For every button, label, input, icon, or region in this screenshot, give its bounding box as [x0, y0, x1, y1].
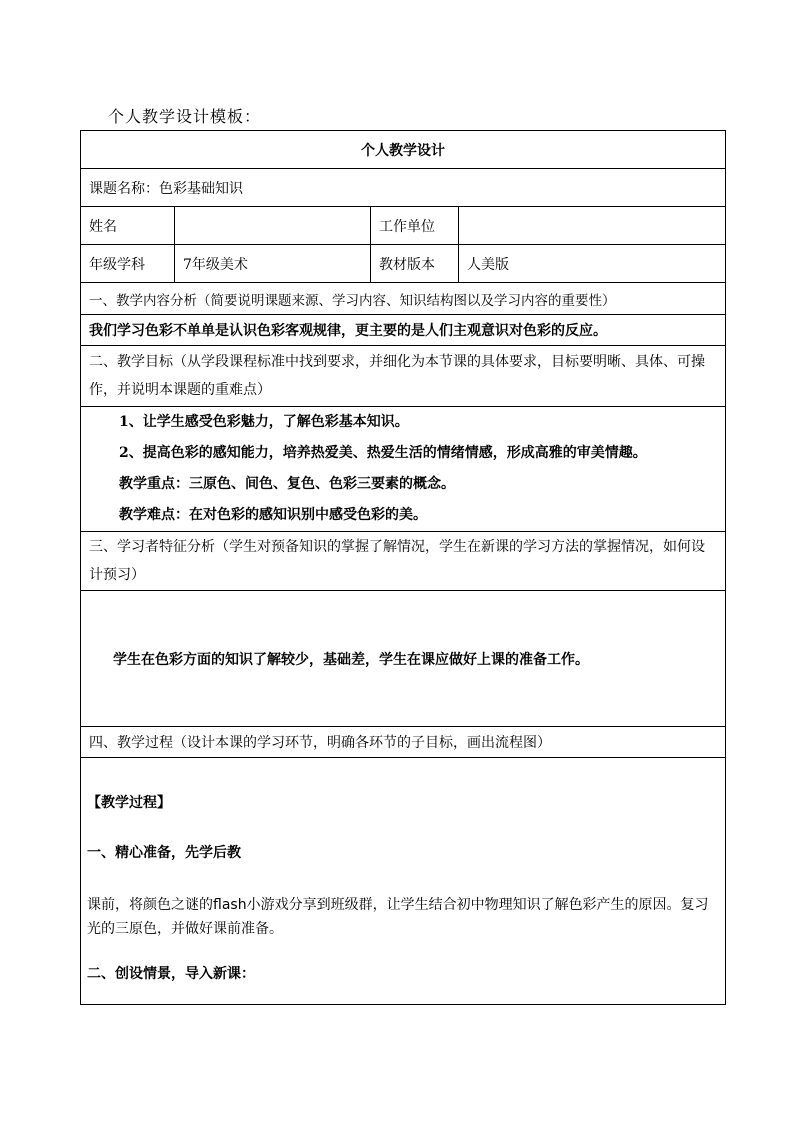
section1-content: 我们学习色彩不单单是认识色彩客观规律，更主要的是人们主观意识对色彩的反应。	[81, 315, 726, 346]
name-label: 姓名	[81, 207, 175, 245]
objectives-cell	[81, 407, 726, 532]
unit-label: 工作单位	[371, 207, 459, 245]
section4-heading: 四、教学过程（设计本课的学习环节，明确各环节的子目标，画出流程图）	[81, 727, 726, 758]
unit-value	[459, 207, 726, 245]
objective-item: 2、提高色彩的感知能力，培养热爱美、热爱生活的情绪情感，形成高雅的审美情趣。	[119, 445, 647, 461]
topic-cell: 课题名称：色彩基础知识	[81, 169, 726, 207]
process-step1-title: 一、精心准备，先学后教	[87, 845, 241, 861]
edition-value: 人美版	[459, 245, 726, 283]
name-value	[175, 207, 371, 245]
section3-heading: 三、学习者特征分析（学生对预备知识的掌握了解情况，学生在新课的学习方法的掌握情况，如何设计预习）	[81, 532, 726, 591]
lesson-design-form	[80, 130, 726, 1005]
key-point: 教学重点：三原色、间色、复色、色彩三要素的概念。	[119, 476, 455, 492]
objective-item: 1、让学生感受色彩魅力，了解色彩基本知识。	[119, 414, 409, 430]
grade-label: 年级学科	[81, 245, 175, 283]
section1-heading: 一、教学内容分析（简要说明课题来源、学习内容、知识结构图以及学习内容的重要性）	[81, 283, 726, 315]
grade-value: 7年级美术	[175, 245, 371, 283]
page-heading: 个人教学设计模板：	[108, 107, 262, 126]
process-step1-text: 课前，将颜色之谜的flash小游戏分享到班级群，让学生结合初中物理知识了解色彩产生的原因。复习光的三原色，并做好课前准备。	[87, 897, 709, 937]
process-cell	[81, 758, 726, 1005]
edition-label: 教材版本	[371, 245, 459, 283]
form-title: 个人教学设计	[81, 131, 726, 169]
difficult-point: 教学难点：在对色彩的感知识别中感受色彩的美。	[119, 507, 427, 523]
process-title: 【教学过程】	[87, 795, 171, 811]
section2-heading: 二、教学目标（从学段课程标准中找到要求，并细化为本节课的具体要求，目标要明晰、具体、可操作，并说明本课题的重难点）	[81, 346, 726, 407]
section3-content: 学生在色彩方面的知识了解较少，基础差，学生在课应做好上课的准备工作。	[81, 591, 726, 727]
process-step2-title: 二、创设情景，导入新课：	[87, 966, 255, 982]
